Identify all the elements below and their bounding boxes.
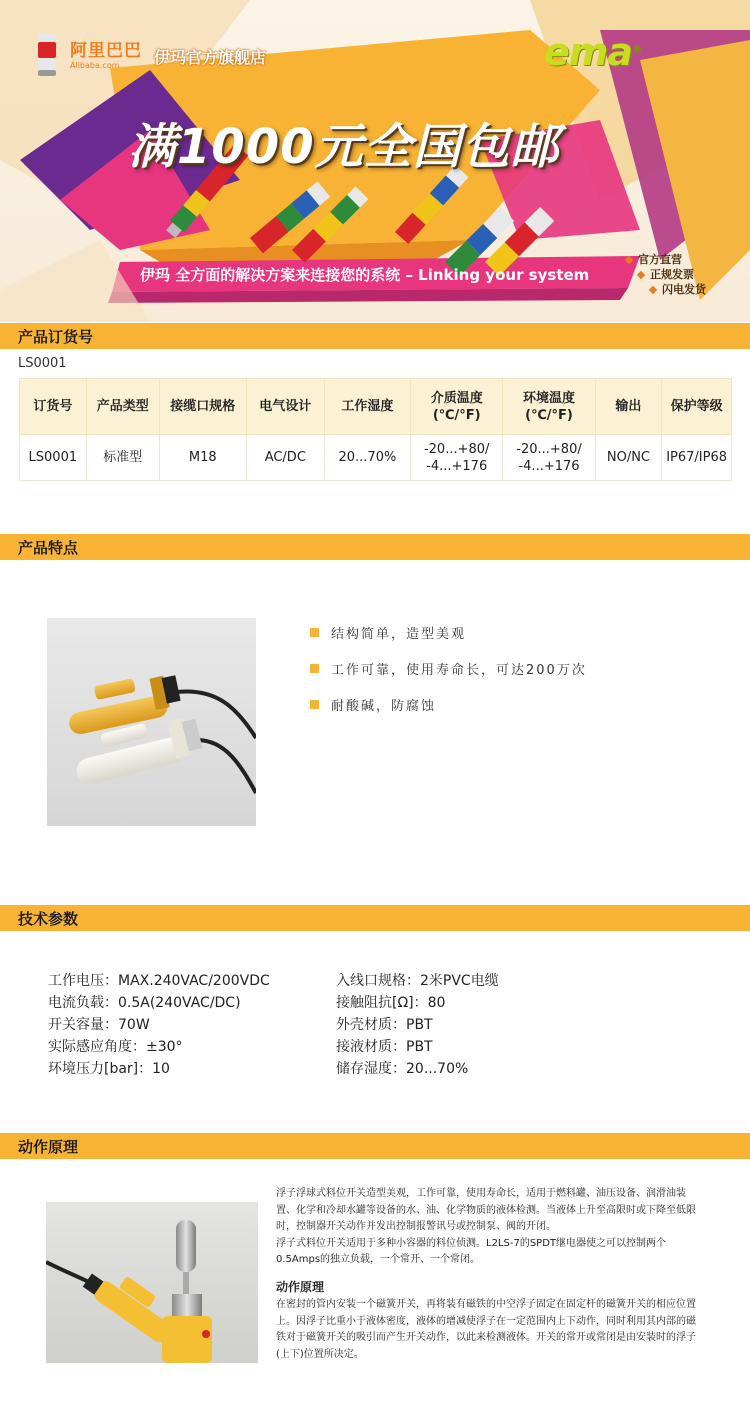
table-cell: IP67/IP68 bbox=[662, 435, 732, 481]
principle-paragraph: 在密封的管内安装一个磁簧开关，再将装有磁铁的中空浮子固定在固定杆的磁簧开关的相应位置上。因浮子比重小于液体密度，液体的增减使浮子在一定范围内上下动作，同时利用其内部的磁铁对于磁簧开关的吸引而产生开关动作，以此来检测液体。开关的常开或常闭是由安装时的浮子(上下)位置所决定。 bbox=[276, 1299, 696, 1360]
principle-subtitle: 动作原理 bbox=[276, 1279, 325, 1294]
principle-paragraph: 浮子式料位开关适用于多种小容器的料位侦测。L2LS-7的SPDT继电器使之可以控制两个0.5Amps的独立负载，一个常开、一个常闭。 bbox=[276, 1237, 667, 1265]
badge-invoice bbox=[638, 267, 706, 282]
alibaba-logo bbox=[70, 40, 142, 70]
section-title: 产品特点 bbox=[18, 539, 79, 557]
section-title: 技术参数 bbox=[18, 910, 79, 928]
ema-logo: ema® bbox=[544, 30, 641, 74]
column-header: 工作湿度 bbox=[324, 379, 410, 435]
column-header: 环境温度 (℃/°F) bbox=[503, 379, 595, 435]
table-cell: M18 bbox=[159, 435, 246, 481]
bullet-square-icon bbox=[310, 664, 319, 673]
badge-shipping bbox=[650, 282, 706, 297]
order-table bbox=[19, 378, 732, 481]
section-title: 产品订货号 bbox=[18, 328, 94, 346]
bullet-square-icon bbox=[310, 700, 319, 709]
column-header: 介质温度 (℃/°F) bbox=[411, 379, 503, 435]
table-header-row bbox=[20, 379, 732, 435]
diamond-icon bbox=[649, 285, 657, 293]
table-cell: 20...70% bbox=[324, 435, 410, 481]
spec-item: 电流负载：0.5A(240VAC/DC) bbox=[48, 995, 241, 1011]
spec-list-right bbox=[336, 970, 499, 1080]
section-header-order bbox=[0, 323, 750, 349]
store-name[interactable]: 伊玛官方旗舰店 bbox=[154, 47, 267, 67]
table-cell: LS0001 bbox=[20, 435, 87, 481]
column-header: 输出 bbox=[595, 379, 662, 435]
table-cell: -20...+80/ -4...+176 bbox=[503, 435, 595, 481]
table-cell: -20...+80/ -4...+176 bbox=[411, 435, 503, 481]
section-header-features bbox=[0, 534, 750, 560]
product-photo-floats bbox=[47, 618, 256, 826]
badge-label: 官方直营 bbox=[638, 253, 682, 266]
list-item bbox=[310, 686, 587, 722]
column-header: 电气设计 bbox=[246, 379, 324, 435]
spec-item: 入线口规格：2米PVC电缆 bbox=[336, 973, 499, 989]
diamond-icon bbox=[637, 270, 645, 278]
feature-text: 耐酸碱，防腐蚀 bbox=[331, 698, 437, 714]
list-item bbox=[310, 614, 587, 650]
table-cell: 标准型 bbox=[86, 435, 159, 481]
section-title: 动作原理 bbox=[18, 1138, 79, 1156]
section-header-specs bbox=[0, 905, 750, 931]
spec-item: 实际感应角度：±30° bbox=[48, 1039, 183, 1055]
spec-item: 工作电压：MAX.240VAC/200VDC bbox=[48, 973, 270, 989]
spec-list-left bbox=[48, 970, 270, 1080]
badge-official bbox=[626, 252, 706, 267]
spec-item: 开关容量：70W bbox=[48, 1017, 150, 1033]
table-row bbox=[20, 435, 732, 481]
principle-text bbox=[276, 1186, 696, 1363]
banner-slogan: 伊玛 全方面的解决方案来连接您的系统 – Linking your system bbox=[140, 266, 590, 284]
column-header: 产品类型 bbox=[86, 379, 159, 435]
diamond-icon bbox=[625, 255, 633, 263]
spec-item: 环境压力[bar]：10 bbox=[48, 1061, 170, 1077]
table-cell: AC/DC bbox=[246, 435, 324, 481]
badge-label: 闪电发货 bbox=[662, 283, 706, 296]
table-cell: NO/NC bbox=[595, 435, 662, 481]
ema-logo-text: ema bbox=[544, 30, 633, 74]
feature-list bbox=[310, 614, 587, 722]
section-header-principle bbox=[0, 1133, 750, 1159]
feature-text: 结构简单，造型美观 bbox=[331, 626, 467, 642]
spec-item: 外壳材质：PBT bbox=[336, 1017, 433, 1033]
product-photo-switch bbox=[46, 1202, 258, 1363]
model-number: LS0001 bbox=[18, 356, 67, 371]
alibaba-logo-cn: 阿里巴巴 bbox=[70, 40, 142, 61]
alibaba-logo-en: Alibaba.com bbox=[70, 60, 120, 70]
column-header: 接缆口规格 bbox=[159, 379, 246, 435]
bullet-square-icon bbox=[310, 628, 319, 637]
list-item bbox=[310, 650, 587, 686]
column-header: 保护等级 bbox=[662, 379, 732, 435]
spec-item: 接触阻抗[Ω]：80 bbox=[336, 995, 446, 1011]
tower-light-icon bbox=[30, 34, 64, 78]
store-brand[interactable] bbox=[30, 34, 266, 78]
promo-banner bbox=[0, 0, 750, 322]
service-badges bbox=[626, 252, 706, 297]
column-header: 订货号 bbox=[20, 379, 87, 435]
spec-item: 储存湿度：20...70% bbox=[336, 1061, 469, 1077]
principle-paragraph: 浮子浮球式料位开关造型美观，工作可靠，使用寿命长，适用于燃料罐、油压设备、润滑油装置、化学和冷却水罐等设备的水、油、化学物质的液体检测。当液体上升至高限时或下降至低限时，控制器开关动作并发出控制报警讯号或控制泵、阀的开闭。 bbox=[276, 1188, 696, 1232]
badge-label: 正规发票 bbox=[650, 268, 694, 281]
feature-text: 工作可靠，使用寿命长，可达200万次 bbox=[331, 662, 587, 678]
banner-headline: 满1000元全国包邮 bbox=[128, 119, 560, 175]
spec-item: 接液材质：PBT bbox=[336, 1039, 433, 1055]
